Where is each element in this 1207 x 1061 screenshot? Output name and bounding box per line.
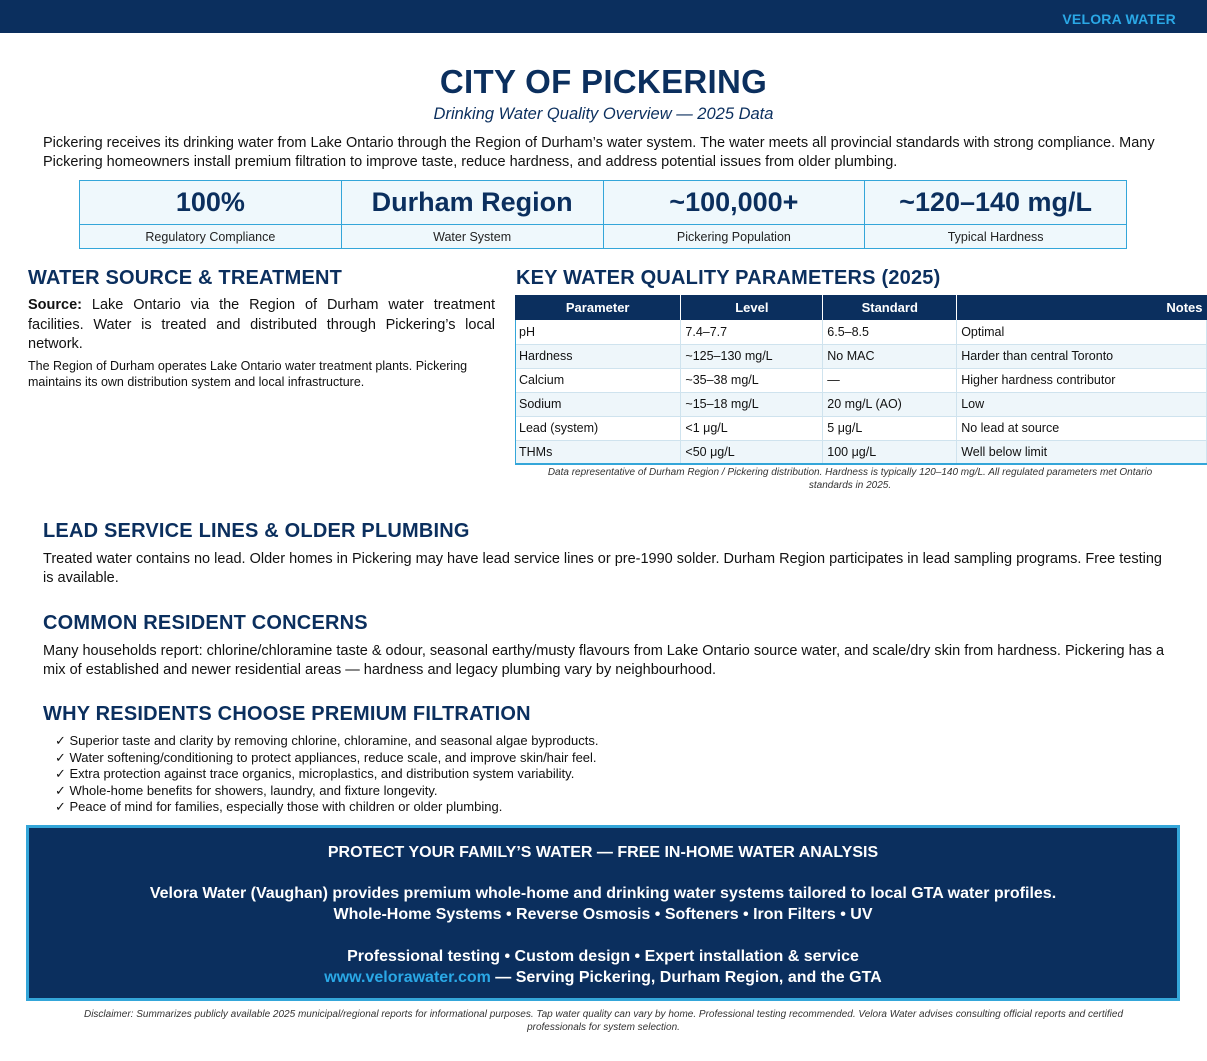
source-note: The Region of Durham operates Lake Ontario water treatment plants. Pickering maintains its own distribution system and local infrastructure. [28,359,468,389]
stats-panel [79,180,1127,249]
section-title-lead: LEAD SERVICE LINES & OLDER PLUMBING [43,520,470,542]
stat-value: 100% [175,187,245,217]
stat-value: ~100,000+ [669,187,799,217]
parameters-table [515,295,1207,465]
table-cell: No MAC [823,344,957,368]
col-header-level: Level [681,295,823,320]
stat-value: Durham Region [371,187,573,217]
cta-description: Velora Water (Vaughan) provides premium whole-home and drinking water systems tailored to local GTA water profiles. [149,885,1057,902]
intro-paragraph: Pickering receives its drinking water from Lake Ontario through the Region of Durham’s water system. The water meets all provincial standards with strong compliance. Many Pickering homeowners install premium filtration to improve taste, reduce hardness, and address potential issues from older plumbing. [43,135,1155,170]
list-item: ✓ Superior taste and clarity by removing chlorine, chloramine, and seasonal algae byproducts. [55,733,599,748]
section-why [43,703,1168,816]
table-cell: ~15–18 mg/L [681,392,823,416]
table-cell: <1 μg/L [681,416,823,440]
section-title-why: WHY RESIDENTS CHOOSE PREMIUM FILTRATION [43,703,531,725]
stat-value: ~120–140 mg/L [899,187,1093,217]
table-cell: 100 μg/L [823,440,957,464]
header-bar [0,0,1207,33]
table-cell: Lead (system) [515,416,681,440]
table-cell: Well below limit [957,440,1207,464]
source-paragraph [28,296,495,355]
stat-compliance [80,181,342,248]
section-title-concerns: COMMON RESIDENT CONCERNS [43,612,368,634]
table-cell: Higher hardness contributor [957,368,1207,392]
section-title-parameters: KEY WATER QUALITY PARAMETERS (2025) [516,267,941,289]
cta-banner [26,825,1180,1001]
table-cell: ~35–38 mg/L [681,368,823,392]
cta-features: Professional testing • Custom design • Expert installation & service [347,948,859,965]
stat-label: Water System [342,224,603,248]
list-item: ✓ Peace of mind for families, especially those with children or older plumbing. [55,799,503,814]
table-cell: Hardness [515,344,681,368]
list-item: ✓ Whole-home benefits for showers, laundry, and fixture longevity. [55,782,438,798]
website-link[interactable]: www.velorawater.com [324,969,491,986]
concerns-paragraph: Many households report: chlorine/chloramine taste & odour, seasonal earthy/musty flavours from Lake Ontario source water, and scale/dry skin from hardness. Pickering has a mix of established and newer residential areas — hardness and legacy plumbing vary by neighbourhood. [43,643,1165,678]
table-cell: 20 mg/L (AO) [823,392,957,416]
disclaimer: Disclaimer: Summarizes publicly available 2025 municipal/regional reports for informational purposes. Tap water quality can vary by home. Professional testing recommended. Velora Water advises consulting official reports and certified professionals for system selection. [83,1009,1124,1033]
table-row [515,440,1207,464]
table-cell: 6.5–8.5 [823,320,957,344]
section-title-source: WATER SOURCE & TREATMENT [28,267,343,289]
page-subtitle: Drinking Water Quality Overview — 2025 Data [433,105,774,123]
list-item: ✓ Extra protection against trace organics, microplastics, and distribution system variability. [55,766,575,781]
stat-hardness [865,181,1126,248]
table-cell: Sodium [515,392,681,416]
col-header-standard: Standard [823,295,957,320]
table-header-row [515,295,1207,320]
table-left-border [515,320,516,465]
table-cell: ~125–130 mg/L [681,344,823,368]
cta-service-area: — Serving Pickering, Durham Region, and the GTA [490,969,882,986]
section-lead [43,520,1168,588]
list-item: ✓ Water softening/conditioning to protect appliances, reduce scale, and improve skin/hair feel. [55,749,597,765]
stat-label: Pickering Population [604,224,865,248]
table-cell: Harder than central Toronto [957,344,1207,368]
table-cell: — [823,368,957,392]
stat-population [604,181,866,248]
table-footnote: Data representative of Durham Region / Pickering distribution. Hardness is typically 120–140 mg/L. All regulated parameters met Ontario standards in 2025. [547,467,1153,491]
table-row [515,320,1207,344]
table-cell: 7.4–7.7 [681,320,823,344]
col-header-notes: Notes [957,295,1207,320]
source-lead: Source: [28,297,82,313]
table-cell: THMs [515,440,681,464]
cta-heading: PROTECT YOUR FAMILY’S WATER — FREE IN-HOME WATER ANALYSIS [327,844,879,861]
table-cell: Calcium [515,368,681,392]
source-body: Lake Ontario via the Region of Durham water treatment facilities. Water is treated and distributed through Pickering’s local network. [28,297,495,352]
table-row [515,344,1207,368]
table-row [515,392,1207,416]
cta-contact [29,969,1177,987]
brand-logo-text: VELORA WATER [1062,11,1176,27]
table-cell: <50 μg/L [681,440,823,464]
page-title: CITY OF PICKERING [439,63,768,100]
cta-services: Whole-Home Systems • Reverse Osmosis • Softeners • Iron Filters • UV [333,906,873,923]
table-row [515,368,1207,392]
stat-label: Typical Hardness [865,224,1126,248]
stat-label: Regulatory Compliance [80,224,341,248]
section-concerns [43,612,1168,680]
lead-paragraph: Treated water contains no lead. Older homes in Pickering may have lead service lines or pre-1990 solder. Durham Region participates in lead sampling programs. Free testing is available. [43,551,1162,586]
table-row [515,416,1207,440]
stat-water-system [342,181,604,248]
table-cell: Low [957,392,1207,416]
table-cell: No lead at source [957,416,1207,440]
col-header-parameter: Parameter [515,295,681,320]
table-cell: pH [515,320,681,344]
table-cell: Optimal [957,320,1207,344]
benefits-list [55,733,1168,816]
table-cell: 5 μg/L [823,416,957,440]
